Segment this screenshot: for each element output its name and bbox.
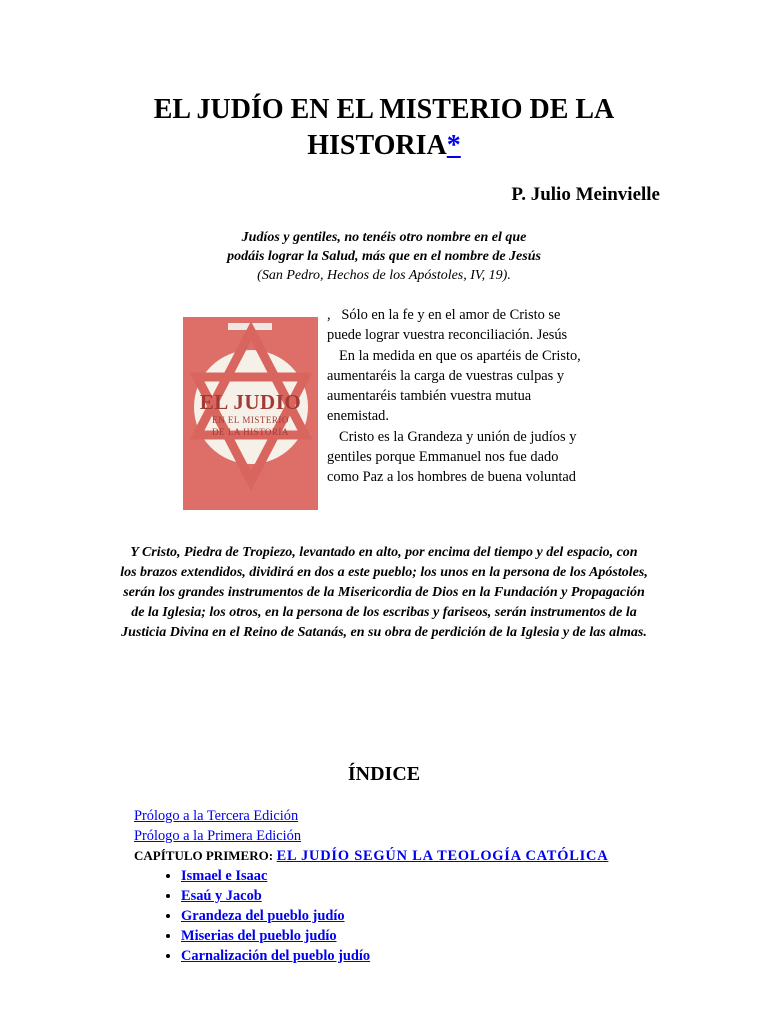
document-title bbox=[60, 92, 708, 164]
cover-subtitle-1: EN EL MISTERIO bbox=[212, 415, 289, 425]
link-chapter-1[interactable]: EL JUDÍO SEGÚN LA TEOLOGÍA CATÓLICA bbox=[276, 848, 609, 864]
index-heading: ÍNDICE bbox=[347, 763, 421, 785]
quote-line: de la Iglesia; los otros, en la persona de los escribas y fariseos, serán instrumentos de la bbox=[131, 605, 637, 620]
intro-paragraph: En la medida en que os apartéis de Cristo, aumentaréis la carga de vuestras culpas y aumentaréis también vuestra mutua enemistad. bbox=[327, 347, 581, 425]
link-ismael-isaac[interactable]: Ismael e Isaac bbox=[181, 868, 268, 884]
quote-line: serán los grandes instrumentos de la Misericordia de Dios en la Fundación y Propagación bbox=[123, 585, 645, 600]
cover-title: EL JUDIO bbox=[199, 390, 302, 414]
quote-line: Justicia Divina en el Reino de Satanás, en su obra de perdición de la Iglesia y de las almas. bbox=[121, 625, 647, 640]
chapter-heading bbox=[134, 846, 694, 866]
link-grandeza[interactable]: Grandeza del pueblo judío bbox=[181, 908, 345, 924]
intro-paragraph: Cristo es la Grandeza y unión de judíos y gentiles porque Emmanuel nos fue dado como Paz a los hombres de buena voluntad bbox=[327, 428, 577, 486]
table-of-contents bbox=[134, 806, 694, 966]
intro-paragraph-1-text: Sólo en la fe y en el amor de Cristo se puede lograr vuestra reconciliación. Jesús bbox=[327, 307, 568, 344]
epigraph-reference: (San Pedro, Hechos de los Apóstoles, IV, 19). bbox=[257, 268, 511, 283]
link-prologo-primera[interactable]: Prólogo a la Primera Edición bbox=[134, 828, 302, 844]
title-line-1: EL JUDÍO EN EL MISTERIO DE LA bbox=[153, 94, 615, 125]
link-miserias[interactable]: Miserias del pueblo judío bbox=[181, 928, 337, 944]
quote-line: Y Cristo, Piedra de Tropiezo, levantado en alto, por encima del tiempo y del espacio, con bbox=[130, 545, 638, 560]
epigraph-line-2: podáis lograr la Salud, más que en el nombre de Jesús bbox=[227, 249, 541, 264]
author-name: P. Julio Meinvielle bbox=[511, 184, 660, 205]
list-item bbox=[181, 926, 694, 946]
cover-subtitle-2: DE LA HISTORIA bbox=[212, 427, 289, 437]
book-cover-image bbox=[183, 317, 318, 510]
list-item bbox=[181, 886, 694, 906]
section-list bbox=[134, 866, 694, 966]
intro-paragraph: , Sólo en la fe y en el amor de Cristo se puede lograr vuestra reconciliación. Jesús bbox=[327, 307, 568, 344]
title-line-2: HISTORIA bbox=[307, 130, 447, 161]
quote-line: los brazos extendidos, dividirá en dos a este pueblo; los unos en la persona de los Apóstoles, bbox=[120, 565, 648, 580]
link-carnalizacion[interactable]: Carnalización del pueblo judío bbox=[181, 948, 371, 964]
list-item bbox=[181, 906, 694, 926]
list-item bbox=[181, 946, 694, 966]
link-prologo-tercera[interactable]: Prólogo a la Tercera Edición bbox=[134, 808, 299, 824]
title-footnote-link[interactable]: * bbox=[446, 130, 461, 161]
chapter-label: CAPÍTULO PRIMERO: bbox=[134, 848, 274, 863]
link-esau-jacob[interactable]: Esaú y Jacob bbox=[181, 888, 262, 904]
intro-text bbox=[327, 305, 592, 488]
epigraph-line-1: Judíos y gentiles, no tenéis otro nombre en el que bbox=[241, 230, 527, 245]
central-quote bbox=[100, 543, 668, 643]
epigraph bbox=[150, 228, 618, 285]
list-item bbox=[181, 866, 694, 886]
